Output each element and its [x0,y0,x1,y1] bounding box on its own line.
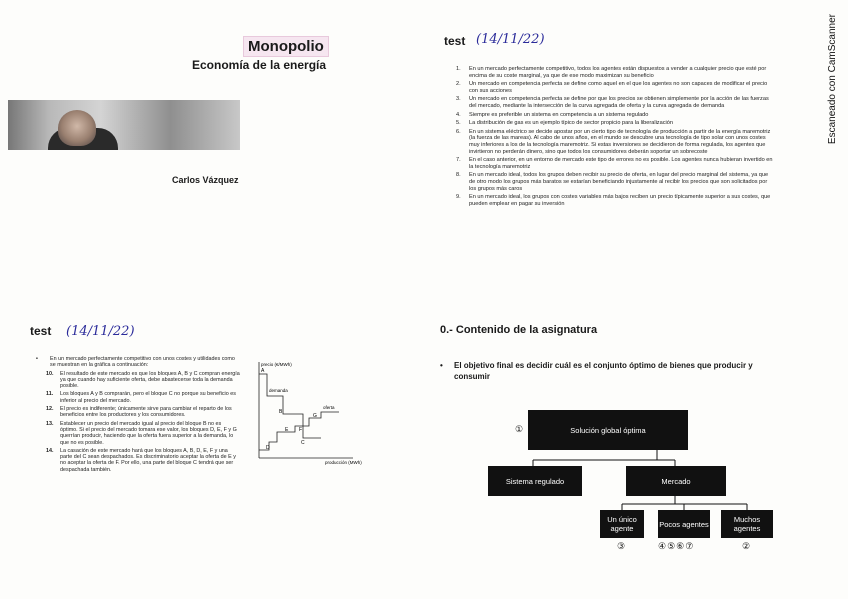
question-item: 11. Los bloques A y B comprarán, pero el bloque C no porque su beneficio es inferior al precio del mercado. [46,391,236,404]
demand-label: demanda [269,388,288,393]
slide-test-1 [430,0,820,300]
author-portrait-image [8,100,240,150]
x-axis-label: producción (MWh) [325,460,362,465]
tree-leaf-few-agents: Pocos agentes [658,510,710,538]
supply-demand-chart [255,358,362,470]
slide-title-subtitle: Economía de la energía [192,58,327,72]
slide-test-2 [0,300,420,599]
block-label-g: G [313,413,317,419]
question-item: 2. Un mercado en competencia perfecta se define como aquel en el que los agentes no son capaces de modificar el precio con sus acciones [456,81,768,94]
tree-leaf-many-agents: Muchos agentes [721,510,773,538]
camscanner-watermark: Escaneado con CamScanner [827,14,838,145]
intro-item: • En un mercado perfectamente competitivo con unos costes y utilidades como se muestran en la gráfica a continuación: [36,356,235,369]
question-item: 8. En un mercado ideal, todos los grupos deben recibir su precio de oferta, en lugar del precio marginal del sistema, ya que de otro modo los grupos más baratos se estarían beneficiando injustamente al recibir los precios que son solicitados por los grupos más caros [456,172,769,192]
demand-curve [259,374,321,438]
slide-contents [430,300,820,599]
question-item: 13. Establecer un precio del mercado igual al precio del bloque B no es óptimo. Si el precio del mercado tomara ese valor, los bloques D, E, F y G querrían producir, haciendo que la oferta fuera superior a la demanda, lo que no es posible. [46,420,237,446]
question-item: 9. En un mercado ideal, los grupos con costes variables más bajos reciben un precio típicamente superior a sus costes, que pueden emplear en pagar su inversión [456,194,771,207]
slide-title [0,0,420,300]
tree-node-market: Mercado [626,466,726,496]
question-item: 3. Un mercado en competencia perfecta se define por que los precios se obtienen simplemente por la acción de las fuerzas del mercado, mediante la intersección de la curva agregada de oferta y la curva agregada de demanda [456,96,769,109]
mark-few-agents: ④⑤⑥⑦ [658,541,695,551]
block-label-d: D [266,445,270,451]
question-item: 6. En un sistema eléctrico se decide apostar por un cierto tipo de tecnología de producción a partir de la energía maremotriz (la fuerza de las mareas). Al cabo de unos años, en el mundo se descubre una tecnología de tipo solar con unos costes muy inferiores a los de la tecnología maremotriz. Si estas inversiones se decidieron de forma regulada, los agentes que invirtieron no perderán dinero, sino que todos los consumidores deberán soportar un sobrecoste [456,128,771,155]
tree-node-regulated: Sistema regulado [488,466,582,496]
block-label-a: A [261,368,265,374]
block-label-b: B [279,409,283,415]
block-label-e: E [285,427,289,433]
mark-many-agents: ② [742,541,751,551]
slide-title-heading: Monopolio [243,36,329,57]
supply-label: oferta [323,405,335,410]
test-label: test [444,34,466,48]
block-label-f: F [299,427,303,433]
portrait-head [58,110,96,146]
question-item: 1. En un mercado perfectamente competitivo, todos los agentes están dispuestos a vender a cualquier precio que esté por encima de su coste marginal, ya que de ese modo maximizan su beneficio [456,66,767,79]
question-item: 14. La casación de este mercado hará que los bloques A, B, D, E, F y una parte del C sean despachados. Es discriminatorio aceptar la oferta de E y no aceptar la oferta de F. Por ello, una parte del bloque C tendrá que ser despachada también. [46,447,236,473]
question-item: 4. Siempre es preferible un sistema en competencia a un sistema regulado [456,111,649,118]
mark-root: ① [515,424,524,434]
question-item: 5. La distribución de gas es un ejemplo típico de sector propicio para la liberalización [456,120,673,127]
section-heading: 0.- Contenido de la asignatura [440,324,598,336]
question-item: 7. En el caso anterior, en un entorno de mercado este tipo de errores no es posible. Los agentes nunca hubieran invertido en la tecnología maremotriz [456,157,773,170]
test-label: test [30,324,52,338]
y-axis-label: precio (€/MWh) [261,362,292,367]
question-list [36,356,240,475]
question-item: 12. El precio es indiferente; únicamente sirve para cambiar el reparto de los beneficios entre los productores y los consumidores. [46,406,232,419]
tree-leaf-single-agent: Un único agente [600,510,644,538]
author-name: Carlos Vázquez [172,175,239,185]
objective-bullet: • El objetivo final es decidir cuál es el conjunto óptimo de bienes que producir y consumir [440,361,753,381]
question-list [456,66,774,209]
question-item: 10. El resultado de este mercado es que los bloques A, B y C compran energía ya que cuando hay suficiente oferta, debe abastecerse toda la demanda posible. [46,370,240,390]
handwritten-date: (14/11/22) [476,32,545,47]
mark-single-agent: ③ [617,541,626,551]
handwritten-date: (14/11/22) [66,324,135,339]
tree-node-root: Solución global óptima [528,410,688,450]
block-label-c: C [301,440,305,446]
